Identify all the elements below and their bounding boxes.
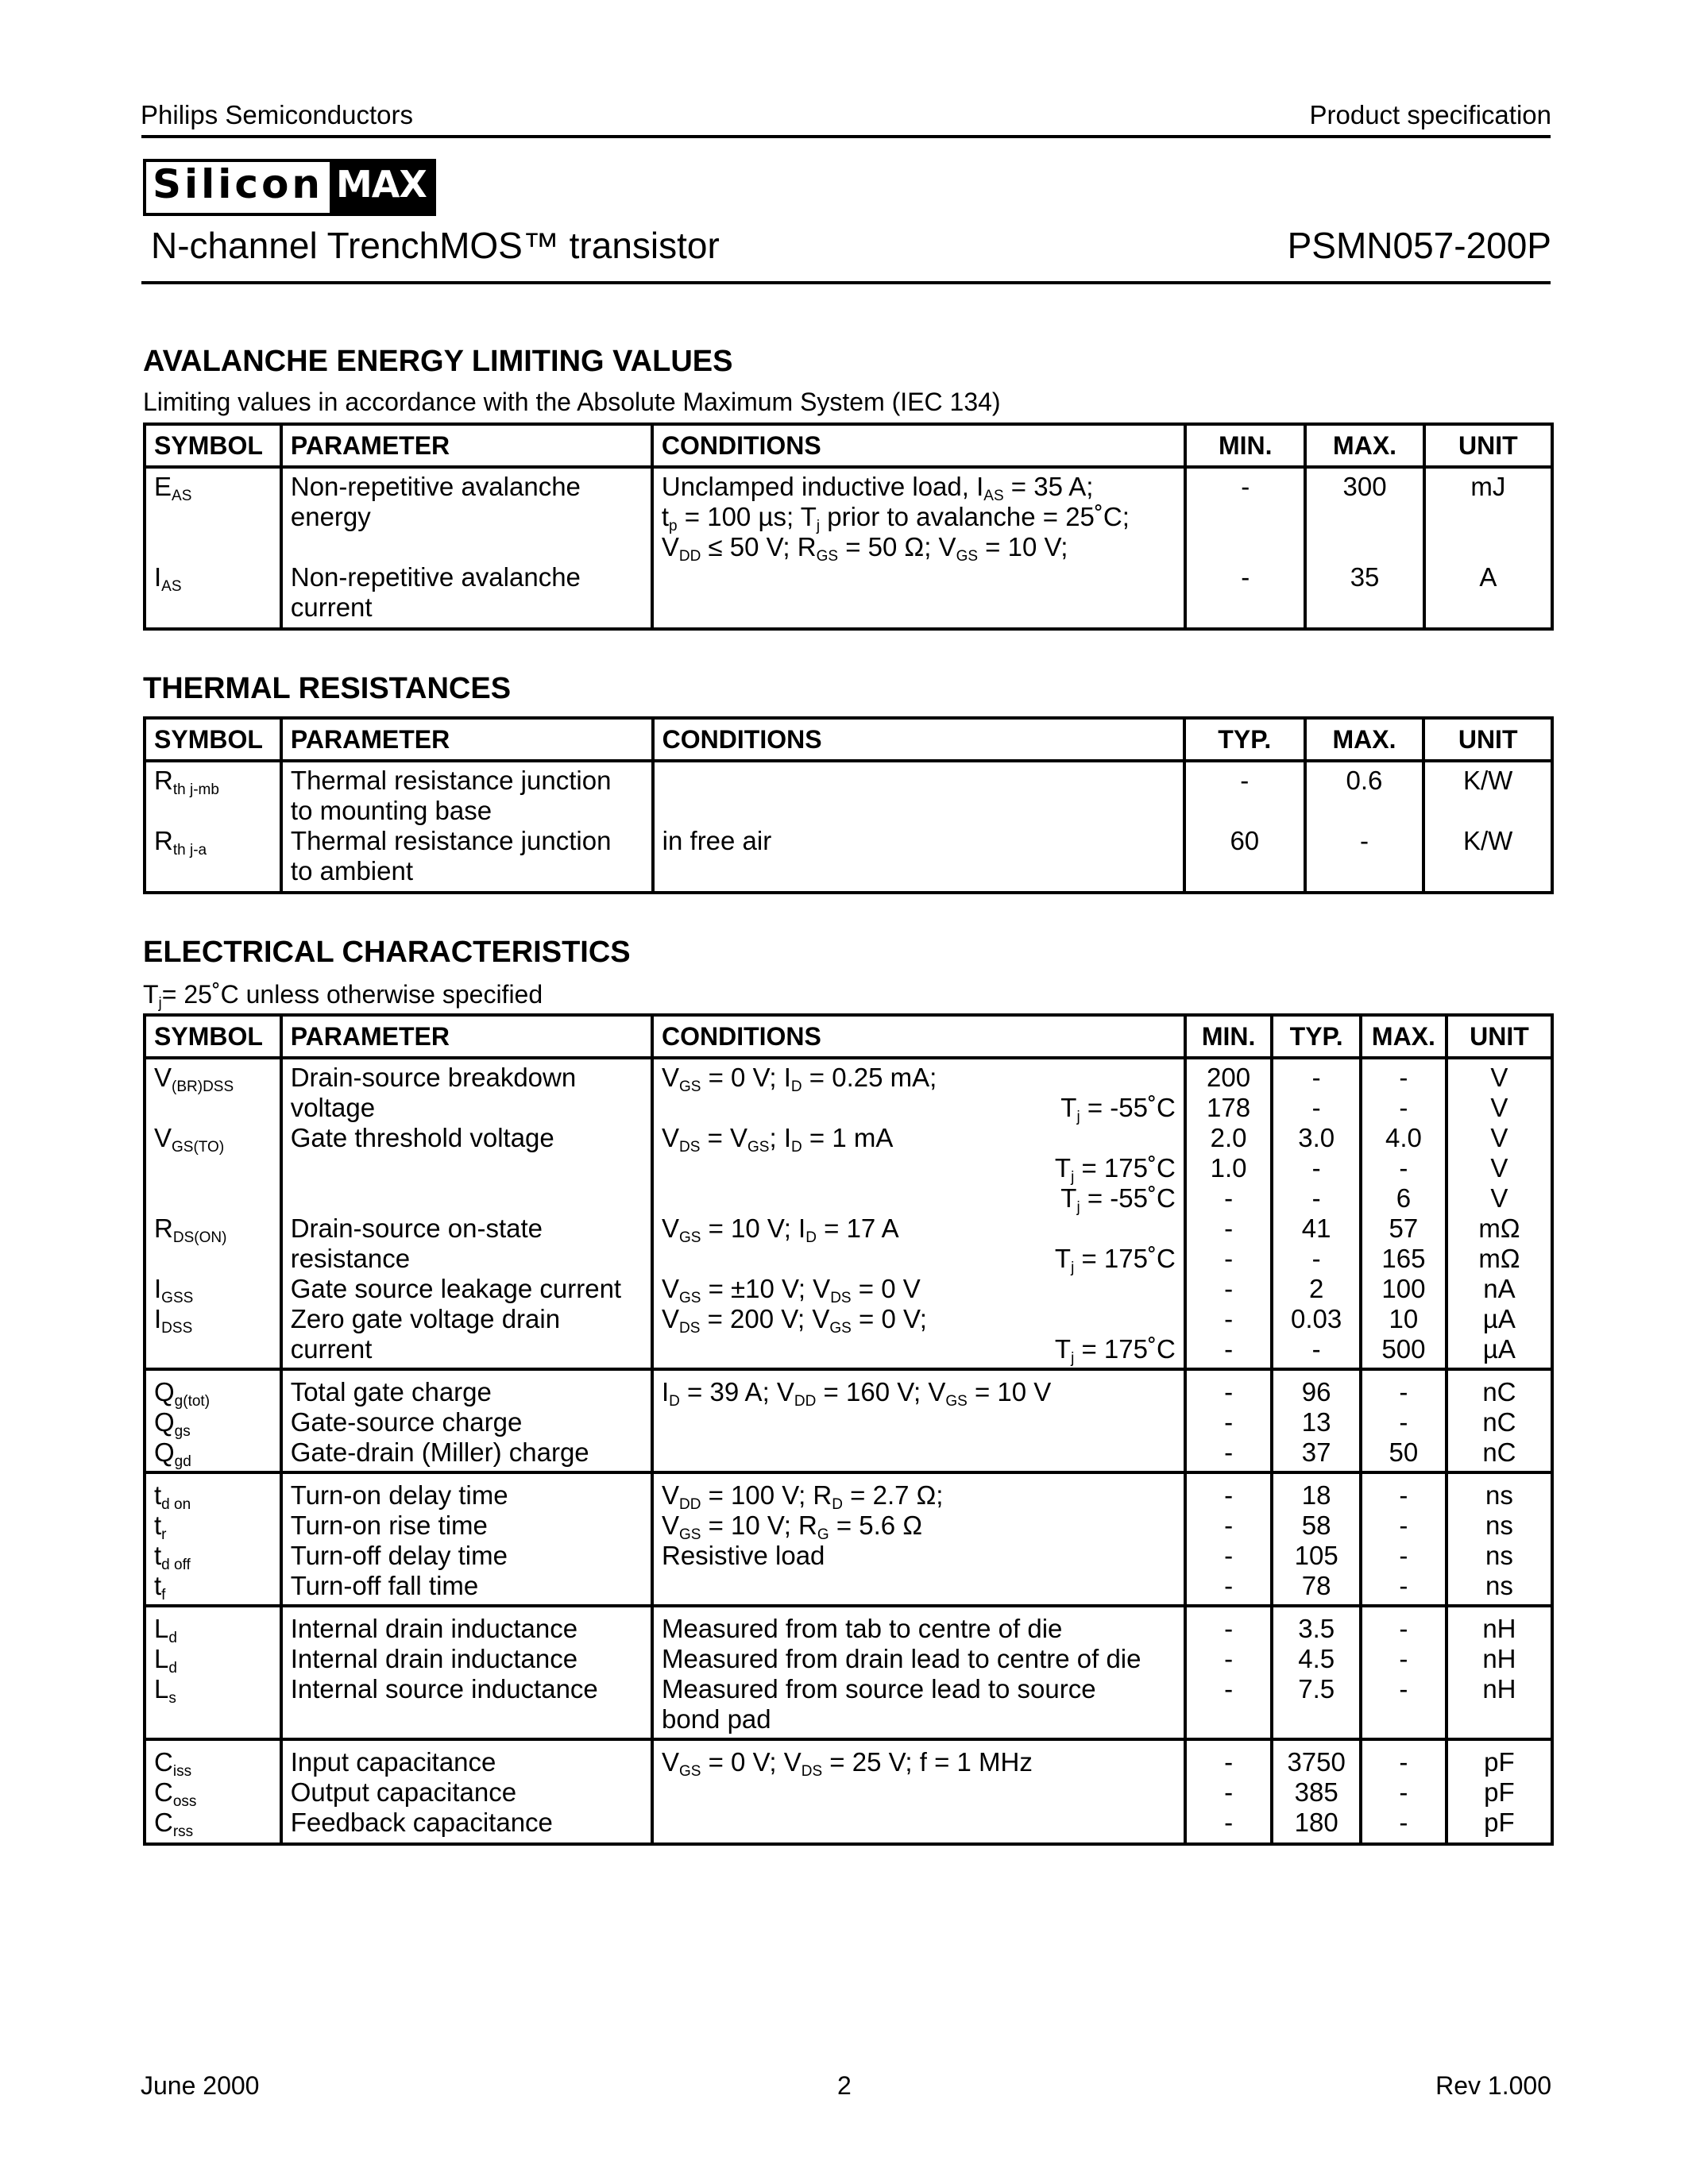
typ-value: 60 (1230, 826, 1260, 855)
typ-value: 78 (1301, 1571, 1331, 1600)
typ-value: - (1311, 1063, 1321, 1092)
footer-date: June 2000 (141, 2071, 260, 2100)
parameter: current (290, 1334, 373, 1364)
table-row-group (145, 1739, 1552, 1844)
condition: $V_{GS} = 0$ V; $I_D = 0.25$ mA; (661, 1063, 937, 1095)
unit: mΩ (1478, 1214, 1520, 1243)
col-conditions: CONDITIONS (652, 424, 1185, 467)
unit: ns (1485, 1541, 1513, 1570)
condition: $V_{DS} = 200$ V; $V_{GS} = 0$ V; (661, 1304, 927, 1337)
min-value: - (1224, 1437, 1234, 1467)
unit: µA (1482, 1304, 1516, 1333)
condition: $V_{DD} \le 50$ V; $R_{GS} = 50$ Ω; $V_{GS} = 10$ V; (661, 532, 1068, 565)
symbol: $I_{AS}$ (154, 562, 182, 595)
col-typ: TYP. (1184, 718, 1305, 761)
min-value: - (1224, 1644, 1234, 1673)
logo-part2: MAX (330, 162, 433, 213)
max-value: - (1399, 1644, 1408, 1673)
condition: Unclamped inductive load, $I_{AS} = 35$ A; (661, 472, 1094, 504)
parameter: Thermal resistance junction (290, 826, 612, 855)
typ-value: 3.5 (1298, 1614, 1335, 1643)
col-symbol: SYMBOL (145, 424, 281, 467)
unit: V (1490, 1153, 1508, 1183)
symbol: $C_{rss}$ (154, 1808, 194, 1840)
parameter: Turn-off delay time (290, 1541, 508, 1570)
max-value: - (1399, 1777, 1408, 1807)
thermal-table (143, 716, 1554, 894)
parameter: resistance (290, 1244, 411, 1273)
min-value: - (1224, 1614, 1234, 1643)
parameter: Turn-on delay time (290, 1480, 508, 1510)
max-value: - (1399, 1407, 1408, 1437)
symbol: $R_{th j-a}$ (154, 826, 207, 859)
parameter: voltage (290, 1093, 376, 1122)
table-row (145, 467, 1552, 629)
condition: Measured from tab to centre of die (661, 1614, 1063, 1643)
unit: ns (1485, 1571, 1513, 1600)
condition: $t_p = 100$ µs; $T_j$ prior to avalanche = 25˚C; (661, 502, 1130, 534)
parameter: Total gate charge (290, 1377, 492, 1406)
max-value: 165 (1381, 1244, 1426, 1273)
condition: $V_{GS} = \pm 10$ V; $V_{DS} = 0$ V (661, 1274, 921, 1306)
col-max: MAX. (1305, 424, 1423, 467)
col-typ: TYP. (1272, 1015, 1361, 1058)
max-value: - (1399, 1153, 1408, 1183)
unit: nC (1482, 1407, 1516, 1437)
unit: nH (1482, 1674, 1516, 1704)
unit: ns (1485, 1480, 1513, 1510)
symbol: $t_{d on}$ (154, 1480, 191, 1513)
typ-value: 7.5 (1298, 1674, 1335, 1704)
parameter: Input capacitance (290, 1747, 496, 1777)
min-value: - (1224, 1480, 1234, 1510)
footer-revision: Rev 1.000 (1435, 2071, 1551, 2100)
col-parameter: PARAMETER (281, 718, 653, 761)
min-value: - (1224, 1571, 1234, 1600)
typ-value: 0.03 (1291, 1304, 1342, 1333)
parameter: Feedback capacitance (290, 1808, 553, 1837)
condition: $V_{DS} = V_{GS}$; $I_D = 1$ mA (661, 1123, 894, 1156)
typ-value: 3750 (1287, 1747, 1346, 1777)
unit: mJ (1470, 472, 1506, 501)
min-value: - (1224, 1511, 1234, 1540)
min-value: - (1224, 1214, 1234, 1243)
symbol: $Q_{gs}$ (154, 1407, 191, 1440)
col-symbol: SYMBOL (145, 1015, 281, 1058)
min-value: - (1224, 1808, 1234, 1837)
symbol: $I_{DSS}$ (154, 1304, 193, 1337)
parameter: current (290, 592, 373, 622)
min-value: - (1224, 1407, 1234, 1437)
unit: K/W (1463, 766, 1513, 795)
condition: $V_{GS} = 0$ V; $V_{DS} = 25$ V; f = 1 MHz (661, 1747, 1033, 1780)
unit: pF (1484, 1777, 1515, 1807)
avalanche-heading: AVALANCHE ENERGY LIMITING VALUES (143, 345, 733, 378)
col-unit: UNIT (1424, 424, 1552, 467)
max-value: - (1399, 1093, 1408, 1122)
symbol: $R_{DS(ON)}$ (154, 1214, 227, 1246)
logo-part1: Silicon (153, 161, 324, 207)
temp-condition: $T_j$ = 175˚C (1054, 1244, 1176, 1276)
unit: K/W (1463, 826, 1513, 855)
parameter: Output capacitance (290, 1777, 517, 1807)
parameter: energy (290, 502, 371, 531)
parameter: Internal source inductance (290, 1674, 598, 1704)
header-rule (141, 135, 1551, 138)
min-value: 2.0 (1210, 1123, 1247, 1152)
avalanche-note: Limiting values in accordance with the Absolute Maximum System (IEC 134) (143, 388, 1001, 416)
max-value: - (1399, 1747, 1408, 1777)
table-header (145, 1015, 1552, 1058)
condition: $V_{DD} = 100$ V; $R_D = 2.7$ Ω; (661, 1480, 944, 1513)
max-value: 4.0 (1385, 1123, 1422, 1152)
max-value: 100 (1381, 1274, 1426, 1303)
max-value: 300 (1342, 472, 1387, 501)
unit: pF (1484, 1808, 1515, 1837)
col-unit: UNIT (1447, 1015, 1552, 1058)
table-row (145, 761, 1552, 893)
parameter: Gate threshold voltage (290, 1123, 554, 1152)
max-value: 50 (1389, 1437, 1419, 1467)
symbol: $Q_{gd}$ (154, 1437, 191, 1470)
electrical-table (143, 1013, 1554, 1846)
condition (662, 766, 1175, 796)
parameter: Drain-source breakdown (290, 1063, 577, 1092)
typ-value: 385 (1294, 1777, 1338, 1807)
title-rule (141, 281, 1551, 284)
temp-condition: $T_j$ = 175˚C (1054, 1334, 1176, 1367)
symbol: $C_{oss}$ (154, 1777, 197, 1810)
unit: V (1490, 1183, 1508, 1213)
parameter: Thermal resistance junction (290, 766, 612, 795)
symbol: $E_{AS}$ (154, 472, 192, 504)
col-parameter: PARAMETER (281, 424, 652, 467)
max-value: 57 (1389, 1214, 1419, 1243)
temp-condition: $T_j$ = -55˚C (1060, 1093, 1176, 1125)
siliconmax-logo (143, 159, 436, 216)
symbol: $L_s$ (154, 1674, 176, 1707)
min-value: - (1224, 1304, 1234, 1333)
parameter: Internal drain inductance (290, 1644, 578, 1673)
unit: nH (1482, 1644, 1516, 1673)
unit: V (1490, 1123, 1508, 1152)
parameter: Gate-source charge (290, 1407, 523, 1437)
typ-value: 18 (1301, 1480, 1331, 1510)
temp-condition: $T_j$ = -55˚C (1060, 1183, 1176, 1216)
min-value: - (1241, 472, 1250, 501)
max-value: - (1359, 826, 1369, 855)
min-value: 200 (1207, 1063, 1251, 1092)
min-value: - (1224, 1377, 1234, 1406)
typ-value: - (1311, 1244, 1321, 1273)
col-symbol: SYMBOL (145, 718, 281, 761)
max-value: - (1399, 1674, 1408, 1704)
typ-value: 180 (1294, 1808, 1338, 1837)
col-parameter: PARAMETER (281, 1015, 652, 1058)
typ-value: 13 (1301, 1407, 1331, 1437)
unit: µA (1482, 1334, 1516, 1364)
table-header (145, 424, 1552, 467)
max-value: 10 (1389, 1304, 1419, 1333)
table-header (145, 718, 1552, 761)
condition: Resistive load (661, 1541, 825, 1570)
max-value: - (1399, 1614, 1408, 1643)
parameter: Internal drain inductance (290, 1614, 578, 1643)
typ-value: 41 (1301, 1214, 1331, 1243)
symbol: $L_d$ (154, 1644, 177, 1677)
condition: Measured from source lead to source (661, 1674, 1096, 1704)
typ-value: 3.0 (1298, 1123, 1335, 1152)
col-min: MIN. (1185, 1015, 1273, 1058)
col-max: MAX. (1305, 718, 1424, 761)
thermal-heading: THERMAL RESISTANCES (143, 672, 512, 705)
max-value: - (1399, 1541, 1408, 1570)
max-value: 35 (1350, 562, 1380, 592)
max-value: - (1399, 1571, 1408, 1600)
parameter: Turn-on rise time (290, 1511, 488, 1540)
min-value: - (1224, 1747, 1234, 1777)
page-number: 2 (837, 2071, 852, 2100)
typ-value: 96 (1301, 1377, 1331, 1406)
typ-value: 105 (1294, 1541, 1338, 1570)
min-value: - (1224, 1541, 1234, 1570)
symbol: $t_f$ (154, 1571, 166, 1603)
unit: A (1479, 562, 1497, 592)
col-max: MAX. (1361, 1015, 1447, 1058)
typ-value: 4.5 (1298, 1644, 1335, 1673)
unit: V (1490, 1063, 1508, 1092)
symbol: $t_{d off}$ (154, 1541, 191, 1573)
min-value: - (1224, 1777, 1234, 1807)
min-value: - (1224, 1244, 1234, 1273)
col-unit: UNIT (1423, 718, 1552, 761)
parameter: Turn-off fall time (290, 1571, 479, 1600)
symbol: $I_{GSS}$ (154, 1274, 194, 1306)
max-value: - (1399, 1377, 1408, 1406)
condition: bond pad (661, 1704, 771, 1734)
condition: $I_D = 39$ A; $V_{DD} = 160$ V; $V_{GS} = 10$ V (661, 1377, 1052, 1410)
max-value: 500 (1381, 1334, 1426, 1364)
min-value: - (1241, 562, 1250, 592)
typ-value: 2 (1308, 1274, 1324, 1303)
col-conditions: CONDITIONS (652, 1015, 1185, 1058)
typ-value: - (1311, 1093, 1321, 1122)
typ-value: - (1311, 1334, 1321, 1364)
unit: ns (1485, 1511, 1513, 1540)
unit: nA (1483, 1274, 1516, 1303)
max-value: - (1399, 1063, 1408, 1092)
parameter: Non-repetitive avalanche (290, 562, 581, 592)
min-value: 1.0 (1210, 1153, 1247, 1183)
company-name: Philips Semiconductors (141, 100, 413, 129)
unit: V (1490, 1093, 1508, 1122)
device-description: N-channel TrenchMOS™ transistor (151, 225, 720, 266)
symbol: $L_d$ (154, 1614, 177, 1646)
parameter: to mounting base (290, 796, 492, 825)
condition: Measured from drain lead to centre of die (661, 1644, 1141, 1673)
symbol: $C_{iss}$ (154, 1747, 192, 1780)
table-row-group (145, 1058, 1552, 1369)
unit: nC (1482, 1377, 1516, 1406)
electrical-heading: ELECTRICAL CHARACTERISTICS (143, 936, 631, 969)
typ-value: - (1311, 1153, 1321, 1183)
table-row-group (145, 1472, 1552, 1606)
parameter: Non-repetitive avalanche (290, 472, 581, 501)
max-value: - (1399, 1808, 1408, 1837)
symbol: $V_{GS(TO)}$ (154, 1123, 225, 1156)
symbol: $R_{th j-mb}$ (154, 766, 219, 798)
symbol: $t_r$ (154, 1511, 167, 1543)
table-row-group (145, 1369, 1552, 1472)
temp-condition: $T_j$ = 175˚C (1054, 1153, 1176, 1186)
min-value: - (1224, 1274, 1234, 1303)
table-row-group (145, 1606, 1552, 1739)
unit: nH (1482, 1614, 1516, 1643)
parameter: Zero gate voltage drain (290, 1304, 561, 1333)
min-value: - (1224, 1183, 1234, 1213)
condition: in free air (662, 826, 772, 855)
typ-value: 58 (1301, 1511, 1331, 1540)
symbol: $V_{(BR)DSS}$ (154, 1063, 234, 1095)
symbol: $Q_{g(tot)}$ (154, 1377, 211, 1410)
col-conditions: CONDITIONS (653, 718, 1184, 761)
condition: $V_{GS} = 10$ V; $I_D = 17$ A (661, 1214, 899, 1246)
col-min: MIN. (1185, 424, 1305, 467)
parameter: to ambient (290, 856, 414, 886)
electrical-note: $T_j=$ 25˚C unless otherwise specified (143, 980, 543, 1012)
unit: pF (1484, 1747, 1515, 1777)
parameter: Gate source leakage current (290, 1274, 622, 1303)
max-value: 0.6 (1346, 766, 1383, 795)
avalanche-table (143, 423, 1554, 631)
parameter: Drain-source on-state (290, 1214, 543, 1243)
condition: $V_{GS} = 10$ V; $R_G = 5.6$ Ω (661, 1511, 922, 1543)
unit: nC (1482, 1437, 1516, 1467)
min-value: - (1224, 1674, 1234, 1704)
part-number: PSMN057-200P (1287, 225, 1551, 266)
typ-value: 37 (1301, 1437, 1331, 1467)
unit: mΩ (1478, 1244, 1520, 1273)
min-value: - (1224, 1334, 1234, 1364)
max-value: - (1399, 1480, 1408, 1510)
max-value: - (1399, 1511, 1408, 1540)
min-value: 178 (1207, 1093, 1251, 1122)
parameter: Gate-drain (Miller) charge (290, 1437, 589, 1467)
max-value: 6 (1396, 1183, 1412, 1213)
doc-type: Product specification (1309, 100, 1551, 129)
typ-value: - (1240, 766, 1250, 795)
typ-value: - (1311, 1183, 1321, 1213)
